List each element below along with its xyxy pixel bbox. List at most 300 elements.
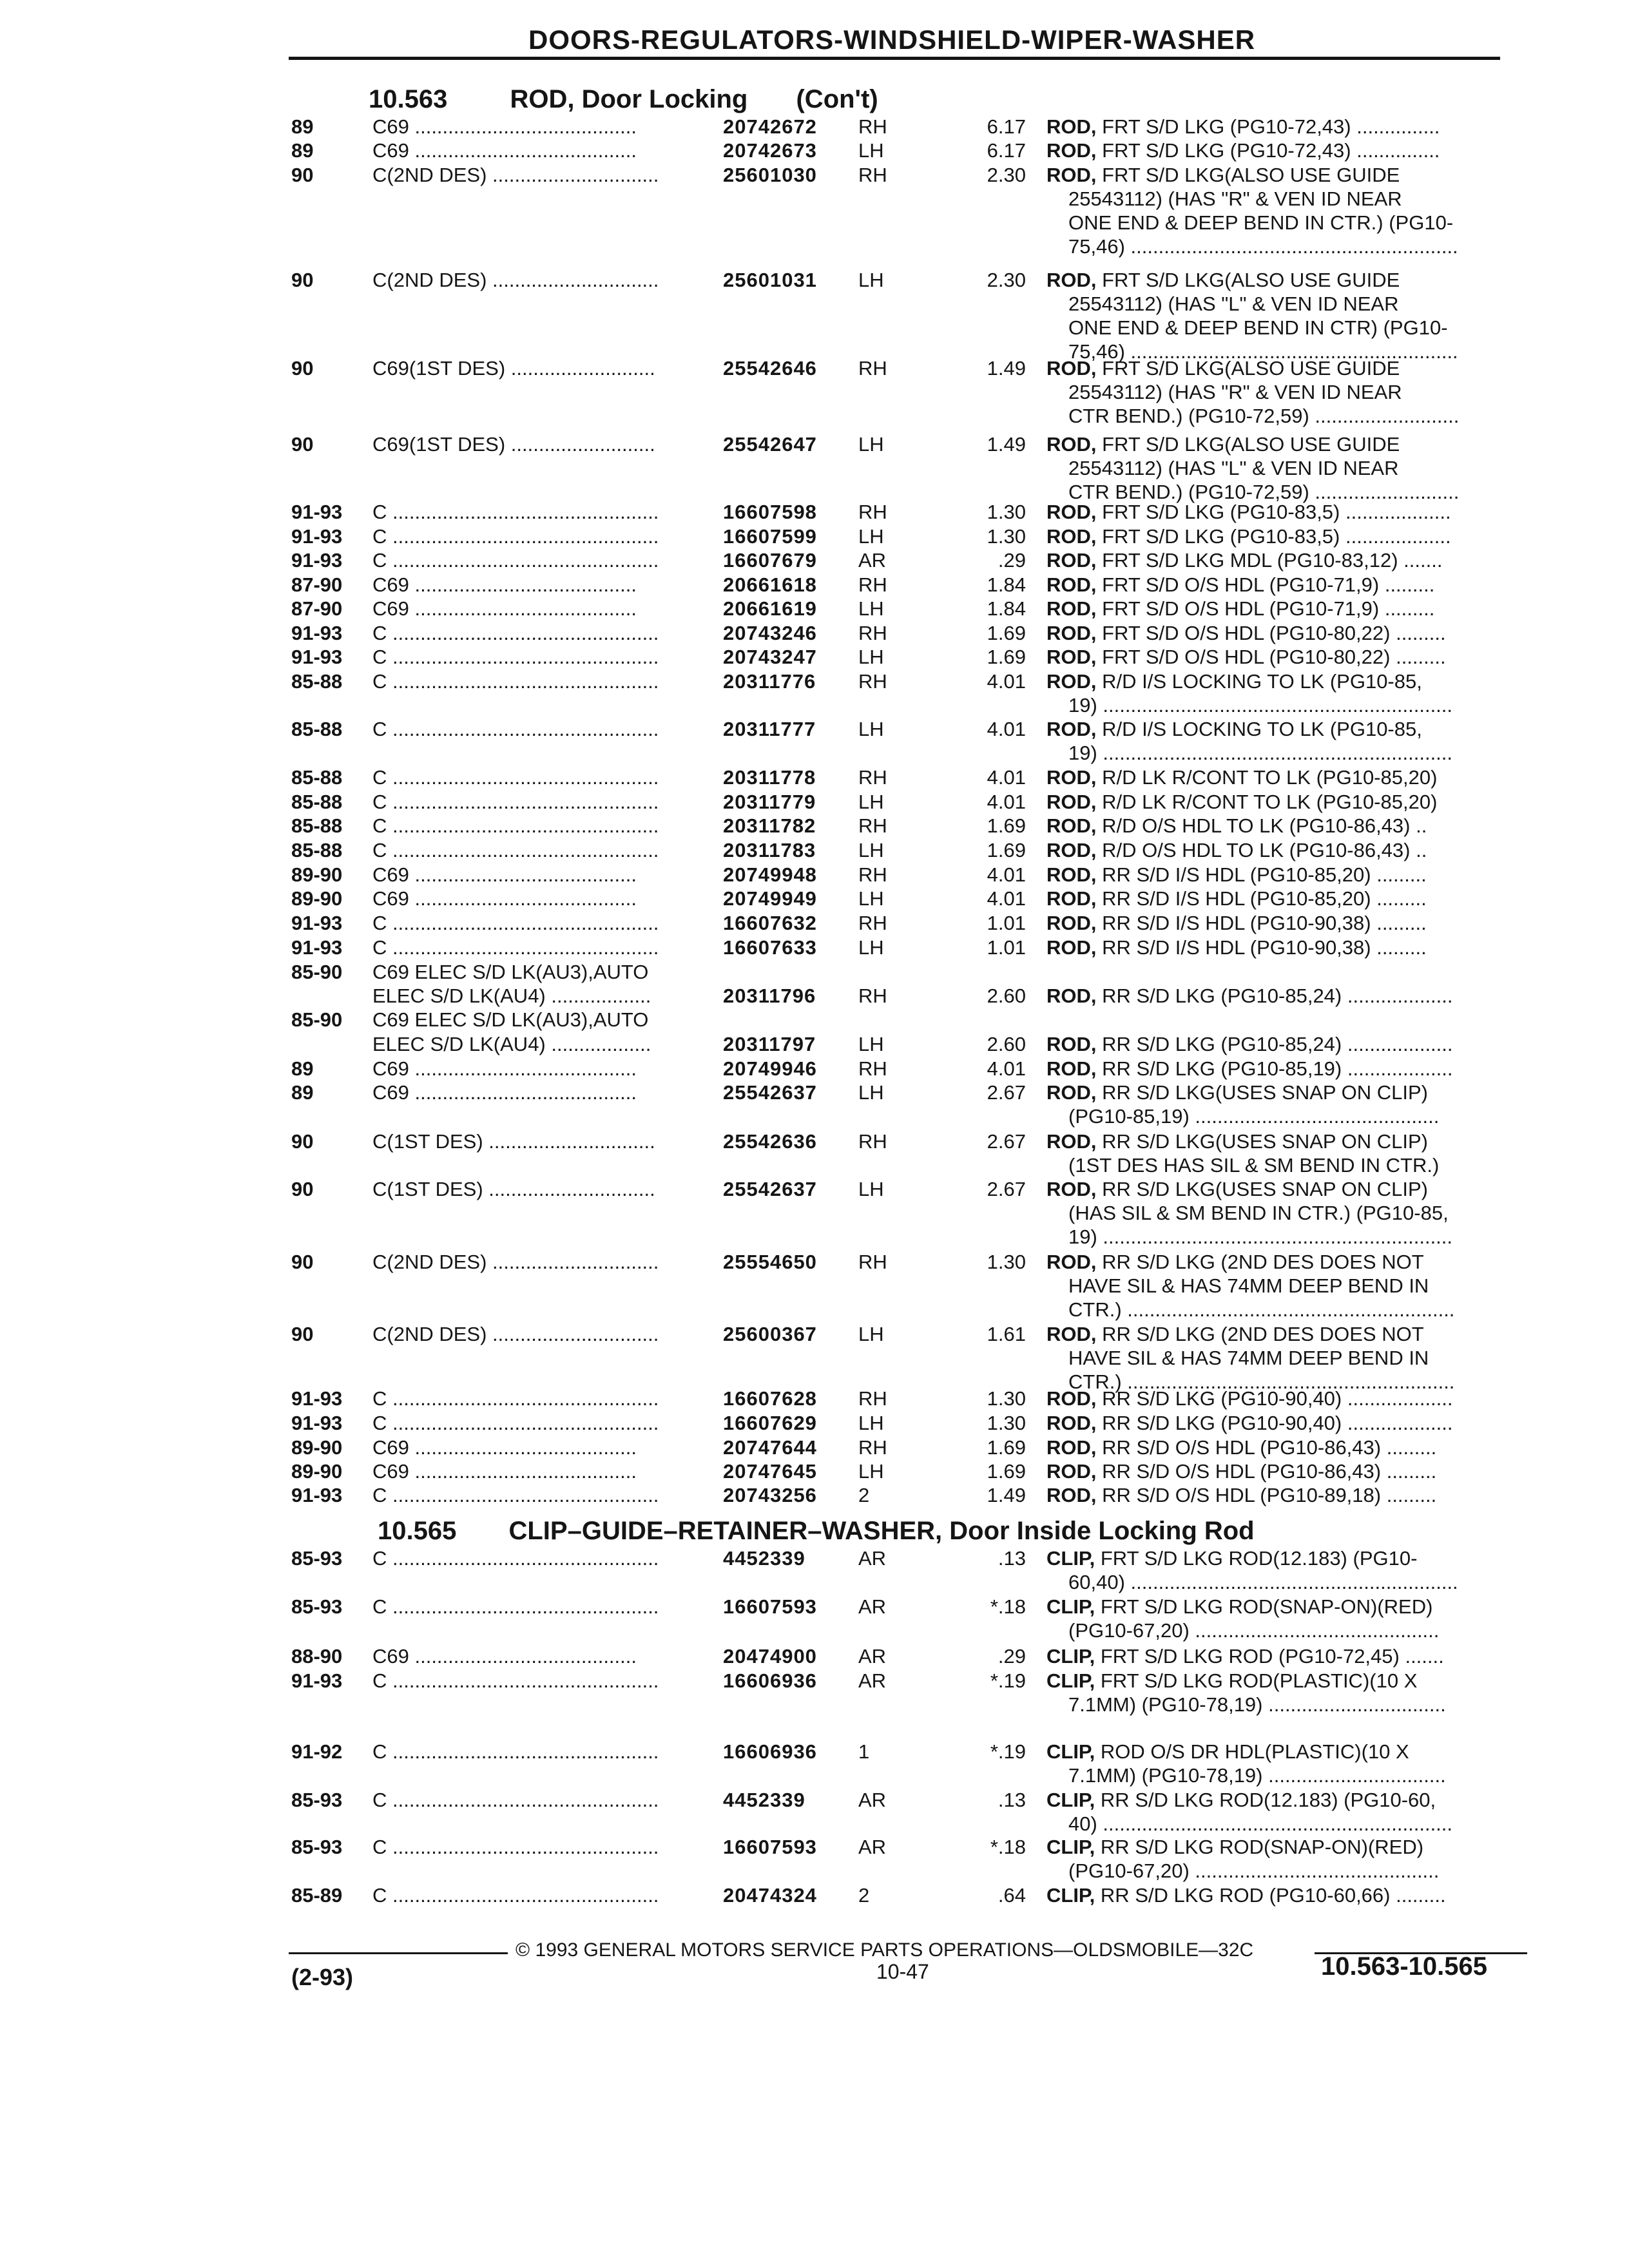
part-model: C(2ND DES) .............................. xyxy=(372,1251,659,1273)
section-number: 10.565 xyxy=(378,1517,457,1545)
part-price: 1.49 xyxy=(987,1484,1026,1506)
part-description xyxy=(1046,887,1523,910)
part-number: 16607593 xyxy=(723,1595,817,1618)
part-row xyxy=(0,887,1629,911)
part-number: 16607679 xyxy=(723,549,817,572)
part-years: 91-93 xyxy=(291,1412,343,1434)
part-row xyxy=(0,863,1629,887)
footer-page-number: 10-47 xyxy=(876,1960,929,1983)
part-name: ROD, xyxy=(1046,269,1097,291)
part-model: C69 ........................................ xyxy=(372,1460,637,1483)
part-quantity: AR xyxy=(858,1595,887,1618)
part-years: 85-93 xyxy=(291,1595,343,1618)
part-model: C ................................................ xyxy=(372,718,659,740)
part-row xyxy=(0,1387,1629,1411)
part-model: C ................................................ xyxy=(372,525,659,548)
part-name: ROD, xyxy=(1046,670,1097,693)
part-description-continuation: 25543112) (HAS "R" & VEN ID NEAR xyxy=(1068,381,1402,403)
part-number: 20311783 xyxy=(723,839,816,861)
part-model: C69 ........................................ xyxy=(372,115,637,138)
part-number: 16607633 xyxy=(723,936,817,959)
part-years: 85-90 xyxy=(291,1008,343,1031)
part-row xyxy=(0,1032,1629,1057)
part-model: C69 ........................................ xyxy=(372,1081,637,1104)
part-name: CLIP, xyxy=(1046,1645,1095,1667)
part-number: 20747644 xyxy=(723,1436,817,1459)
part-description xyxy=(1046,790,1523,814)
part-name: ROD, xyxy=(1046,718,1097,740)
part-description xyxy=(1046,548,1523,572)
part-name: ROD, xyxy=(1046,1387,1097,1410)
part-model: C(2ND DES) .............................. xyxy=(372,164,659,186)
part-model: C ................................................ xyxy=(372,936,659,959)
part-model: C ................................................ xyxy=(372,1789,659,1811)
part-model: C ................................................ xyxy=(372,1484,659,1506)
part-number: 25542637 xyxy=(723,1081,817,1104)
part-description-text: RR S/D O/S HDL (PG10-89,18) ......... xyxy=(1096,1484,1437,1506)
part-number: 20311777 xyxy=(723,718,816,740)
part-price: .29 xyxy=(998,549,1026,572)
part-years: 90 xyxy=(291,1323,314,1345)
part-name: ROD, xyxy=(1046,887,1097,910)
part-name: ROD, xyxy=(1046,839,1097,861)
part-description-continuation: 7.1MM) (PG10-78,19) ................................ xyxy=(1068,1693,1446,1716)
part-model: C ................................................ xyxy=(372,766,659,789)
part-row xyxy=(0,573,1629,597)
part-number: 20742672 xyxy=(723,115,817,138)
part-model: C ................................................ xyxy=(372,501,659,523)
part-model: C(1ST DES) .............................. xyxy=(372,1130,655,1153)
part-price: 1.69 xyxy=(987,622,1026,644)
part-years: 85-93 xyxy=(291,1547,343,1570)
part-number: 20743246 xyxy=(723,622,817,644)
part-description xyxy=(1046,1669,1523,1693)
part-description-text: RR S/D LKG(USES SNAP ON CLIP) xyxy=(1096,1178,1428,1200)
part-row xyxy=(0,1081,1629,1105)
part-description-text: R/D LK R/CONT TO LK (PG10-85,20) xyxy=(1096,791,1438,813)
part-description-text: RR S/D LKG ROD (PG10-60,66) ......... xyxy=(1095,1884,1446,1907)
part-model: C69 ........................................ xyxy=(372,139,637,162)
part-description-text: FRT S/D LKG (PG10-83,5) ................... xyxy=(1096,525,1451,548)
part-years: 91-93 xyxy=(291,912,343,934)
part-quantity: RH xyxy=(858,1436,887,1459)
part-quantity: RH xyxy=(858,1251,887,1273)
part-quantity: AR xyxy=(858,549,887,572)
part-price: *.19 xyxy=(990,1669,1026,1692)
part-description-text: R/D O/S HDL TO LK (PG10-86,43) .. xyxy=(1096,814,1427,837)
part-row xyxy=(0,621,1629,646)
part-description-continuation: ONE END & DEEP BEND IN CTR.) (PG10- xyxy=(1068,211,1454,234)
part-years: 85-88 xyxy=(291,839,343,861)
part-row xyxy=(0,597,1629,621)
part-number: 16607598 xyxy=(723,501,817,523)
part-name: ROD, xyxy=(1046,1484,1097,1506)
part-description-text: FRT S/D LKG MDL (PG10-83,12) ....... xyxy=(1096,549,1443,572)
part-quantity: RH xyxy=(858,357,887,380)
part-years: 89-90 xyxy=(291,1436,343,1459)
part-model: C ................................................ xyxy=(372,1740,659,1763)
part-number: 20747645 xyxy=(723,1460,817,1483)
part-description-continuation: (HAS SIL & SM BEND IN CTR.) (PG10-85, xyxy=(1068,1202,1449,1224)
part-years: 91-93 xyxy=(291,1387,343,1410)
part-description xyxy=(1046,1595,1523,1619)
part-description xyxy=(1046,1081,1523,1104)
part-number: 20749948 xyxy=(723,863,817,886)
part-years: 85-88 xyxy=(291,814,343,837)
part-price: 4.01 xyxy=(987,670,1026,693)
part-years: 85-88 xyxy=(291,791,343,813)
part-description xyxy=(1046,1788,1523,1812)
part-model: C ................................................ xyxy=(372,1836,659,1858)
part-row xyxy=(0,1008,1629,1032)
part-years: 89-90 xyxy=(291,863,343,886)
part-name: ROD, xyxy=(1046,936,1097,959)
part-quantity: LH xyxy=(858,597,884,620)
part-row xyxy=(0,1057,1629,1081)
part-model: C ................................................ xyxy=(372,791,659,813)
part-description xyxy=(1046,936,1523,959)
part-quantity: LH xyxy=(858,1323,884,1345)
part-years: 87-90 xyxy=(291,597,343,620)
part-row xyxy=(0,1788,1629,1812)
part-description xyxy=(1046,1644,1523,1668)
part-name: ROD, xyxy=(1046,1460,1097,1483)
part-row xyxy=(0,1250,1629,1274)
part-model: C69 ........................................ xyxy=(372,597,637,620)
part-description-text: ROD O/S DR HDL(PLASTIC)(10 X xyxy=(1095,1740,1409,1763)
part-model: C69 ........................................ xyxy=(372,1436,637,1459)
part-description-text: RR S/D LKG(USES SNAP ON CLIP) xyxy=(1096,1130,1428,1153)
part-description-text: RR S/D LKG (PG10-85,24) ................... xyxy=(1096,1033,1453,1055)
part-description xyxy=(1046,115,1523,139)
part-model: C ................................................ xyxy=(372,646,659,668)
part-model: C(1ST DES) .............................. xyxy=(372,1178,655,1200)
part-description-continuation: 40) ............................................................... xyxy=(1068,1812,1453,1835)
part-price: 1.01 xyxy=(987,912,1026,934)
part-number: 4452339 xyxy=(723,1547,805,1570)
part-quantity: RH xyxy=(858,501,887,523)
part-description-text: FRT S/D LKG ROD(SNAP-ON)(RED) xyxy=(1095,1595,1433,1618)
part-price: 4.01 xyxy=(987,863,1026,886)
part-quantity: AR xyxy=(858,1645,887,1667)
part-name: ROD, xyxy=(1046,912,1097,934)
part-description xyxy=(1046,1387,1523,1410)
part-description-text: R/D LK R/CONT TO LK (PG10-85,20) xyxy=(1096,766,1438,789)
part-description-continuation: HAVE SIL & HAS 74MM DEEP BEND IN xyxy=(1068,1347,1429,1369)
part-description-text: FRT S/D LKG ROD(12.183) (PG10- xyxy=(1095,1547,1418,1570)
part-name: ROD, xyxy=(1046,985,1097,1007)
part-price: 1.84 xyxy=(987,573,1026,596)
part-quantity: RH xyxy=(858,670,887,693)
part-row xyxy=(0,500,1629,524)
part-name: ROD, xyxy=(1046,1436,1097,1459)
part-number: 20749949 xyxy=(723,887,817,910)
part-name: ROD, xyxy=(1046,164,1097,186)
part-name: CLIP, xyxy=(1046,1836,1095,1858)
part-description-continuation: 19) ............................................................... xyxy=(1068,742,1453,764)
part-number: 25601030 xyxy=(723,164,817,186)
part-model: ELEC S/D LK(AU4) .................. xyxy=(372,1033,651,1055)
section-suffix: (Con't) xyxy=(796,85,878,113)
part-row xyxy=(0,1436,1629,1460)
part-years: 89 xyxy=(291,139,314,162)
part-years: 88-90 xyxy=(291,1645,343,1667)
part-description-text: FRT S/D O/S HDL (PG10-80,22) ......... xyxy=(1096,646,1446,668)
part-quantity: AR xyxy=(858,1669,887,1692)
part-name: ROD, xyxy=(1046,573,1097,596)
section-10-563-heading xyxy=(369,85,878,114)
part-number: 4452339 xyxy=(723,1789,805,1811)
part-quantity: RH xyxy=(858,1130,887,1153)
part-price: 1.49 xyxy=(987,357,1026,380)
part-number: 20661618 xyxy=(723,573,817,596)
part-description-continuation: CTR BEND.) (PG10-72,59) .......................... xyxy=(1068,481,1460,503)
part-description xyxy=(1046,432,1523,456)
header-rule xyxy=(289,57,1500,60)
part-price: 2.30 xyxy=(987,269,1026,291)
part-name: ROD, xyxy=(1046,115,1097,138)
part-quantity: 1 xyxy=(858,1740,870,1763)
part-description xyxy=(1046,268,1523,292)
part-row xyxy=(0,268,1629,293)
part-row xyxy=(0,1644,1629,1669)
part-number: 20311776 xyxy=(723,670,816,693)
part-name: ROD, xyxy=(1046,1057,1097,1080)
part-model: C69 ........................................ xyxy=(372,1645,637,1667)
part-number: 16606936 xyxy=(723,1740,817,1763)
part-quantity: LH xyxy=(858,1178,884,1200)
part-model: C69 ELEC S/D LK(AU3),AUTO xyxy=(372,1008,649,1031)
part-row xyxy=(0,1595,1629,1619)
part-price: *.18 xyxy=(990,1595,1026,1618)
part-quantity: RH xyxy=(858,622,887,644)
part-number: 20474324 xyxy=(723,1884,817,1907)
part-number: 20743247 xyxy=(723,646,817,668)
part-number: 16607629 xyxy=(723,1412,817,1434)
part-name: ROD, xyxy=(1046,433,1097,456)
part-row xyxy=(0,1883,1629,1908)
part-name: ROD, xyxy=(1046,597,1097,620)
part-years: 85-93 xyxy=(291,1836,343,1858)
part-number: 25542636 xyxy=(723,1130,817,1153)
part-name: CLIP, xyxy=(1046,1547,1095,1570)
part-price: 1.30 xyxy=(987,525,1026,548)
section-number: 10.563 xyxy=(369,85,448,113)
section-title: CLIP–GUIDE–RETAINER–WASHER, Door Inside Locking Rod xyxy=(508,1517,1255,1545)
part-row xyxy=(0,356,1629,381)
part-quantity: RH xyxy=(858,1057,887,1080)
part-price: 4.01 xyxy=(987,766,1026,789)
part-name: CLIP, xyxy=(1046,1884,1095,1907)
footer-section-range: 10.563-10.565 xyxy=(1321,1952,1488,1981)
part-number: 16607593 xyxy=(723,1836,817,1858)
part-price: 1.30 xyxy=(987,1412,1026,1434)
part-description-text: RR S/D LKG (2ND DES DOES NOT xyxy=(1096,1323,1424,1345)
part-quantity: LH xyxy=(858,1033,884,1055)
part-number: 20311779 xyxy=(723,791,816,813)
part-quantity: 2 xyxy=(858,1484,870,1506)
part-quantity: AR xyxy=(858,1836,887,1858)
part-number: 20743256 xyxy=(723,1484,817,1506)
part-description xyxy=(1046,573,1523,597)
part-model: C69 ........................................ xyxy=(372,573,637,596)
part-quantity: LH xyxy=(858,646,884,668)
part-years: 90 xyxy=(291,433,314,456)
part-model: C ................................................ xyxy=(372,1412,659,1434)
part-name: ROD, xyxy=(1046,622,1097,644)
part-description-continuation: 19) ............................................................... xyxy=(1068,694,1453,716)
part-quantity: LH xyxy=(858,887,884,910)
part-model: C69 ........................................ xyxy=(372,1057,637,1080)
part-number: 25600367 xyxy=(723,1323,817,1345)
part-years: 91-93 xyxy=(291,501,343,523)
part-years: 85-89 xyxy=(291,1884,343,1907)
part-description xyxy=(1046,1740,1523,1763)
part-description-text: RR S/D LKG (PG10-85,24) ................... xyxy=(1096,985,1453,1007)
part-quantity: RH xyxy=(858,164,887,186)
part-years: 89 xyxy=(291,1081,314,1104)
part-description xyxy=(1046,717,1523,741)
part-description xyxy=(1046,1883,1523,1907)
part-description-text: FRT S/D LKG ROD(PLASTIC)(10 X xyxy=(1095,1669,1418,1692)
part-description xyxy=(1046,911,1523,935)
part-price: 6.17 xyxy=(987,139,1026,162)
part-name: ROD, xyxy=(1046,1412,1097,1434)
part-row xyxy=(0,524,1629,549)
part-years: 91-92 xyxy=(291,1740,343,1763)
part-quantity: LH xyxy=(858,525,884,548)
part-model: C ................................................ xyxy=(372,912,659,934)
part-description-text: R/D O/S HDL TO LK (PG10-86,43) .. xyxy=(1096,839,1427,861)
part-years: 89-90 xyxy=(291,887,343,910)
part-name: ROD, xyxy=(1046,1033,1097,1055)
part-description xyxy=(1046,863,1523,887)
part-description-text: FRT S/D O/S HDL (PG10-71,9) ......... xyxy=(1096,597,1435,620)
part-description xyxy=(1046,838,1523,862)
page-header-title: DOORS-REGULATORS-WINDSHIELD-WIPER-WASHER xyxy=(528,24,1256,55)
part-row xyxy=(0,911,1629,936)
part-model: C ................................................ xyxy=(372,1387,659,1410)
part-name: ROD, xyxy=(1046,1251,1097,1273)
part-number: 16606936 xyxy=(723,1669,817,1692)
part-description xyxy=(1046,1459,1523,1483)
part-row xyxy=(0,838,1629,863)
part-row xyxy=(0,1669,1629,1693)
part-name: ROD, xyxy=(1046,766,1097,789)
part-price: 1.69 xyxy=(987,814,1026,837)
part-model: C ................................................ xyxy=(372,1669,659,1692)
part-description-text: FRT S/D LKG ROD (PG10-72,45) ....... xyxy=(1095,1645,1444,1667)
part-description xyxy=(1046,500,1523,524)
part-quantity: LH xyxy=(858,791,884,813)
part-description-continuation: 25543112) (HAS "R" & VEN ID NEAR xyxy=(1068,187,1402,210)
part-name: ROD, xyxy=(1046,525,1097,548)
part-row xyxy=(0,1835,1629,1860)
part-description xyxy=(1046,1483,1523,1507)
part-quantity: LH xyxy=(858,1460,884,1483)
part-row xyxy=(0,115,1629,139)
part-number: 25542646 xyxy=(723,357,817,380)
part-model: C69(1ST DES) .......................... xyxy=(372,357,655,380)
part-price: 2.30 xyxy=(987,164,1026,186)
part-quantity: LH xyxy=(858,1412,884,1434)
part-description-continuation: 7.1MM) (PG10-78,19) ................................ xyxy=(1068,1764,1446,1787)
part-price: 1.30 xyxy=(987,1251,1026,1273)
part-description-text: RR S/D I/S HDL (PG10-85,20) ......... xyxy=(1096,887,1427,910)
part-model: C69 ........................................ xyxy=(372,863,637,886)
part-description xyxy=(1046,1546,1523,1570)
part-quantity: AR xyxy=(858,1789,887,1811)
part-years: 91-93 xyxy=(291,549,343,572)
part-price: .64 xyxy=(998,1884,1026,1907)
part-years: 91-93 xyxy=(291,1669,343,1692)
part-description xyxy=(1046,765,1523,789)
part-name: CLIP, xyxy=(1046,1669,1095,1692)
part-number: 20311778 xyxy=(723,766,816,789)
section-10-565-heading xyxy=(378,1517,1255,1546)
part-description-continuation: HAVE SIL & HAS 74MM DEEP BEND IN xyxy=(1068,1274,1429,1297)
part-years: 89 xyxy=(291,1057,314,1080)
part-description-continuation: CTR.) ........................................................... xyxy=(1068,1298,1455,1321)
part-years: 90 xyxy=(291,1130,314,1153)
part-description xyxy=(1046,597,1523,620)
part-quantity: LH xyxy=(858,839,884,861)
part-quantity: LH xyxy=(858,269,884,291)
part-number: 20311797 xyxy=(723,1033,816,1055)
part-number: 20474900 xyxy=(723,1645,817,1667)
part-number: 20661619 xyxy=(723,597,817,620)
part-price: 1.61 xyxy=(987,1323,1026,1345)
part-name: CLIP, xyxy=(1046,1595,1095,1618)
part-number: 16607599 xyxy=(723,525,817,548)
part-description-text: FRT S/D LKG (PG10-83,5) ................... xyxy=(1096,501,1451,523)
part-years: 85-88 xyxy=(291,670,343,693)
part-years: 85-93 xyxy=(291,1789,343,1811)
footer-date: (2-93) xyxy=(291,1964,354,1990)
part-price: 2.60 xyxy=(987,1033,1026,1055)
part-name: ROD, xyxy=(1046,357,1097,380)
part-row xyxy=(0,1740,1629,1764)
part-description-text: RR S/D LKG ROD(12.183) (PG10-60, xyxy=(1095,1789,1436,1811)
part-price: 4.01 xyxy=(987,887,1026,910)
part-description-text: RR S/D I/S HDL (PG10-90,38) ......... xyxy=(1096,936,1427,959)
part-description-text: RR S/D O/S HDL (PG10-86,43) ......... xyxy=(1096,1460,1437,1483)
part-price: 2.67 xyxy=(987,1178,1026,1200)
part-price: 2.67 xyxy=(987,1081,1026,1104)
part-row xyxy=(0,1411,1629,1436)
part-years: 90 xyxy=(291,1251,314,1273)
part-description xyxy=(1046,356,1523,380)
part-model: C(2ND DES) .............................. xyxy=(372,1323,659,1345)
part-description xyxy=(1046,139,1523,162)
part-number: 25554650 xyxy=(723,1251,817,1273)
part-description-continuation: (PG10-67,20) ............................................ xyxy=(1068,1860,1440,1882)
part-description-text: RR S/D LKG (2ND DES DOES NOT xyxy=(1096,1251,1424,1273)
part-description xyxy=(1046,524,1523,548)
part-quantity: RH xyxy=(858,863,887,886)
part-description xyxy=(1046,645,1523,669)
part-row xyxy=(0,163,1629,187)
section-title: ROD, Door Locking xyxy=(510,85,748,113)
part-quantity: LH xyxy=(858,718,884,740)
part-name: ROD, xyxy=(1046,501,1097,523)
part-price: 1.69 xyxy=(987,839,1026,861)
part-name: ROD, xyxy=(1046,549,1097,572)
part-price: 4.01 xyxy=(987,791,1026,813)
part-row xyxy=(0,645,1629,669)
part-model: C ................................................ xyxy=(372,670,659,693)
part-description-text: FRT S/D LKG (PG10-72,43) ............... xyxy=(1096,139,1440,162)
